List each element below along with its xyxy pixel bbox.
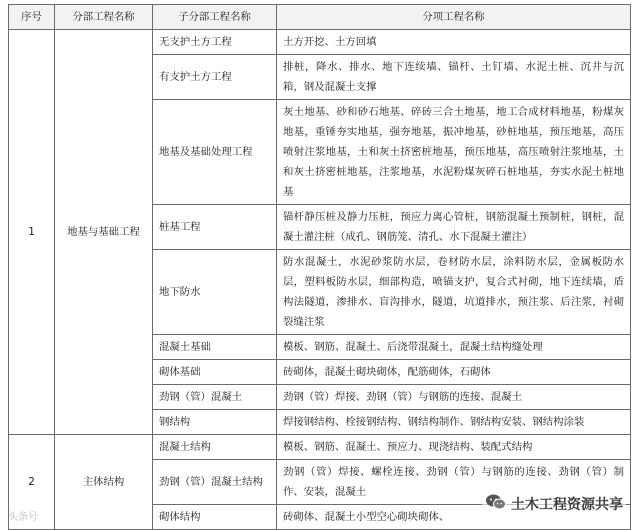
subdivision-cell: 无支护土方工程 (153, 30, 277, 55)
watermark-left-text: 头条号 (8, 512, 38, 523)
item-cell: 砖砌体，混凝土砌块砌体，配筋砌体，石砌体 (277, 360, 631, 385)
watermark-right-text: 土木工程资源共享 (511, 497, 623, 513)
subdivision-cell: 桩基工程 (153, 205, 277, 250)
item-cell: 模板、钢筋、混凝土、预应力、现浇结构、装配式结构 (277, 435, 631, 460)
item-cell: 排桩，降水、排水、地下连续墙、锚杆、土钉墙、水泥土桩、沉井与沉箱，钢及混凝土支撑 (277, 55, 631, 100)
item-cell: 砖砌体、混凝土小型空心砌块砌体、 (277, 505, 631, 530)
subdivision-cell: 钢结构 (153, 410, 277, 435)
item-cell: 锚杆静压桩及静力压桩，预应力离心管桩，钢筋混凝土预制桩，钢桩，混凝土灌注桩（成孔、钢筋笼、清孔、水下混凝土灌注） (277, 205, 631, 250)
subdivision-cell: 砌体基础 (153, 360, 277, 385)
header-item: 分项工程名称 (277, 5, 631, 30)
watermark-right (482, 492, 626, 516)
watermark-left (8, 508, 38, 523)
group-no: 2 (9, 435, 55, 530)
item-cell: 劲钢（管）焊接、螺栓连接、劲钢（管）与钢筋的连接、劲钢（管）制作、安装，混凝土 (277, 460, 631, 505)
group-name: 主体结构 (55, 435, 153, 530)
subdivision-cell: 混凝土基础 (153, 335, 277, 360)
table-row (9, 30, 631, 55)
subdivision-cell: 地下防水 (153, 250, 277, 335)
table-header-row (9, 5, 631, 30)
header-subdivision: 子分部工程名称 (153, 5, 277, 30)
item-cell: 灰土地基、砂和砂石地基、碎砖三合土地基，地工合成材料地基，粉煤灰地基，重锤夯实地基，强夯地基，振冲地基，砂桩地基，预压地基，高压喷射注浆地基，土和灰土挤密桩地基，预压地基，高压喷射注浆地基，土和灰土挤密桩地基，注浆地基，水泥粉煤灰碎石桩地基，夯实水泥土桩地基 (277, 100, 631, 205)
header-no: 序号 (9, 5, 55, 30)
group-name: 地基与基础工程 (55, 30, 153, 435)
wechat-icon (485, 493, 507, 515)
item-cell: 土方开挖、土方回填 (277, 30, 631, 55)
subdivision-cell: 地基及基础处理工程 (153, 100, 277, 205)
item-cell: 防水混凝土，水泥砂浆防水层，卷材防水层，涂料防水层，金属板防水层，塑料板防水层，细部构造，喷锚支护，复合式衬砌，地下连续墙，盾构法隧道，渗排水、盲沟排水，隧道，坑道排水，预注浆、后注浆，衬砌裂缝注浆 (277, 250, 631, 335)
engineering-division-table (8, 4, 631, 530)
subdivision-cell: 劲钢（管）混凝土结构 (153, 460, 277, 505)
item-cell: 焊接钢结构、栓接钢结构、钢结构制作、钢结构安装、钢结构涂装 (277, 410, 631, 435)
table-row (9, 435, 631, 460)
item-cell: 劲钢（管）焊接、劲钢（管）与钢筋的连接、混凝土 (277, 385, 631, 410)
subdivision-cell: 砌体结构 (153, 505, 277, 530)
item-cell: 模板、钢筋、混凝土、后浇带混凝土，混凝土结构缝处理 (277, 335, 631, 360)
group-no: 1 (9, 30, 55, 435)
header-division: 分部工程名称 (55, 5, 153, 30)
subdivision-cell: 劲钢（管）混凝土 (153, 385, 277, 410)
subdivision-cell: 混凝土结构 (153, 435, 277, 460)
subdivision-cell: 有支护土方工程 (153, 55, 277, 100)
